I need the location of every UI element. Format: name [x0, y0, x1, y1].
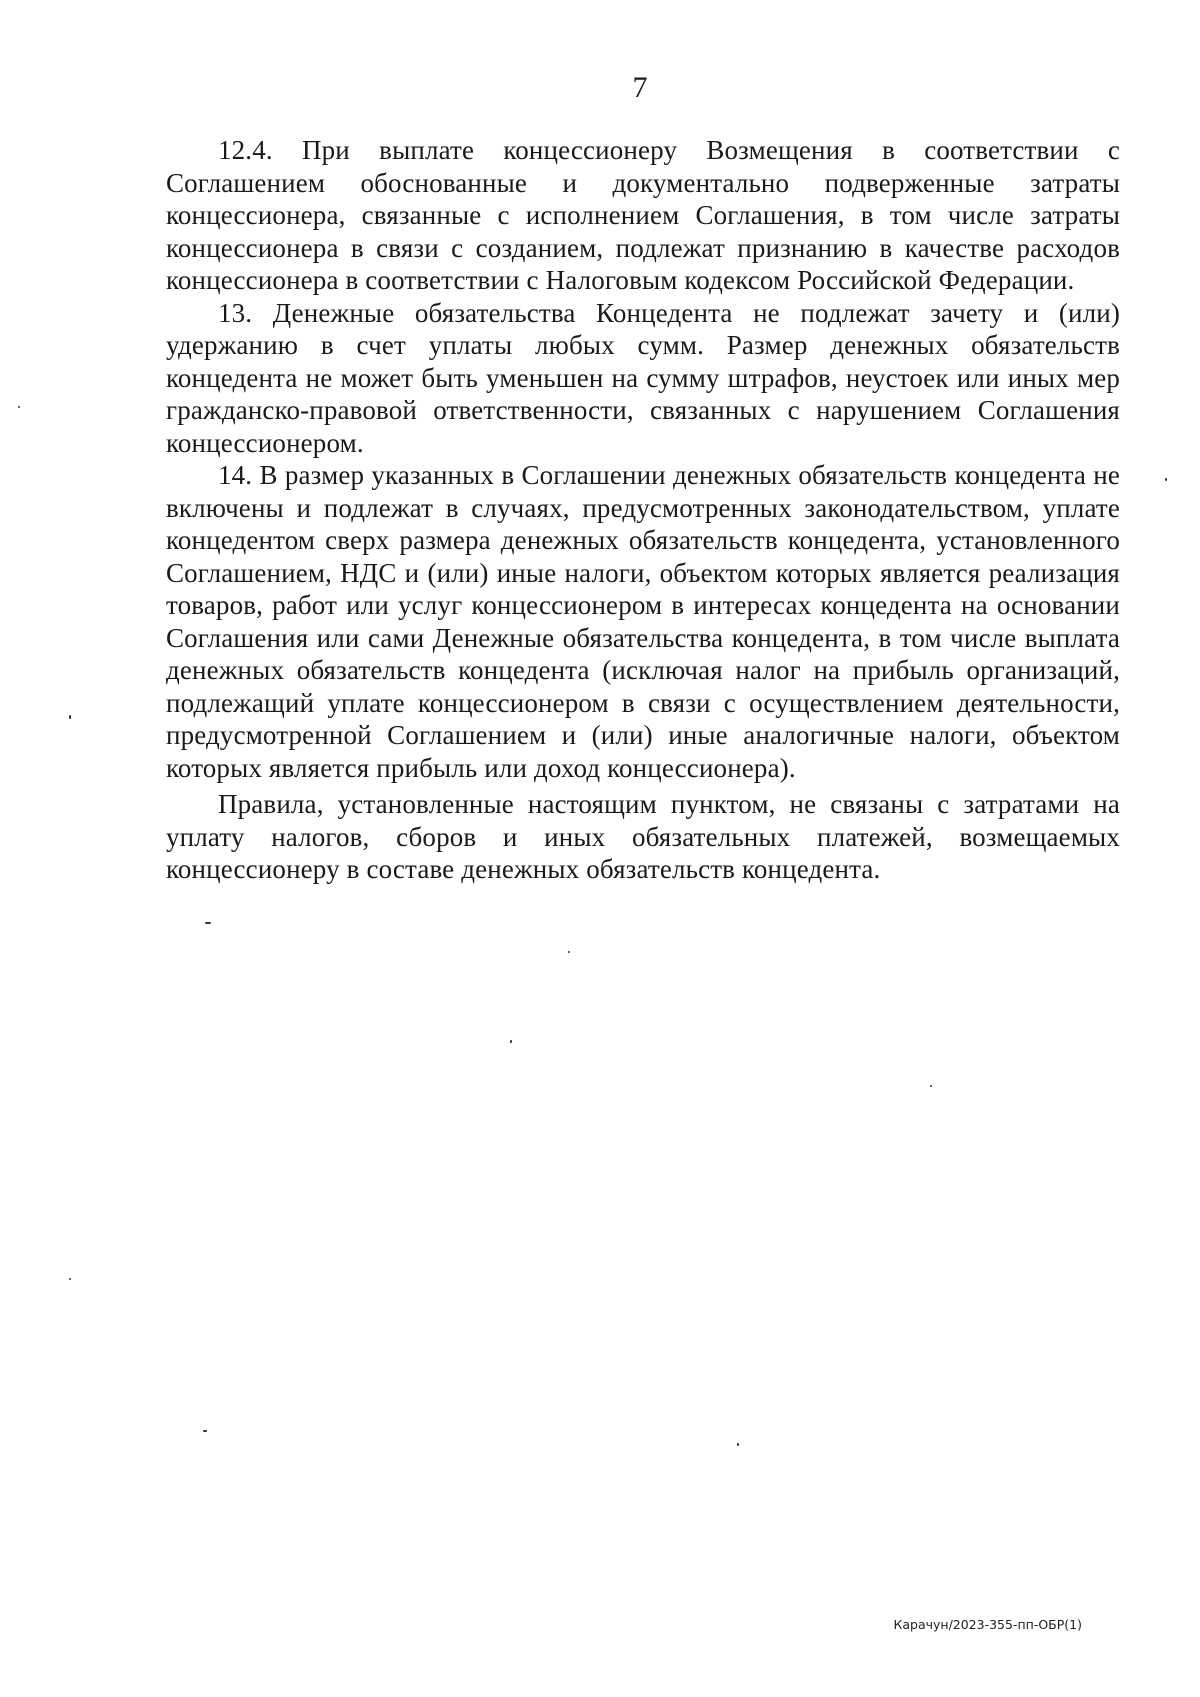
scan-speck [568, 951, 570, 953]
scan-speck [930, 1085, 932, 1087]
scan-speck [69, 1278, 71, 1280]
scan-speck [203, 1430, 207, 1432]
scan-speck [510, 1040, 512, 1043]
scan-speck [1165, 478, 1167, 481]
document-reference-code: Карачун/2023-355-пп-ОБР(1) [893, 1617, 1082, 1632]
document-body [166, 134, 1120, 886]
paragraph-13: 13. Денежные обязательства Концедента не подлежат зачету и (или) удержанию в счет уплаты любых сумм. Размер денежных обязательств концедента не может быть уменьшен на сумму штрафов, неустоек или иных мер гражданско-правовой ответственности, связанных с нарушением Соглашения концессионером. [166, 297, 1120, 458]
scan-speck [205, 922, 211, 924]
scan-speck [18, 406, 20, 408]
paragraph-rules: Правила, установленные настоящим пунктом, не связаны с затратами на уплату налогов, сборов и иных обязательных платежей, возмещаемых концессионеру в составе денежных обязательств концедента. [166, 789, 1120, 884]
scan-speck [69, 715, 71, 719]
paragraph-14: 14. В размер указанных в Соглашении денежных обязательств концедента не включены и подлежат в случаях, предусмотренных законодательством, уплате концедентом сверх размера денежных обязательств концедента, установленного Соглашением, НДС и (или) иные налоги, объектом которых является реализация товаров, работ или услуг концессионером в интересах концедента на основании Соглашения или сами Денежные обязательства концедента, в том числе выплата денежных обязательств концедента (исключая налог на прибыль организаций, подлежащий уплате концессионером в связи с осуществлением деятельности, предусмотренной Соглашением и (или) иные аналогичные налоги, объектом которых является прибыль или доход концессионера). [166, 460, 1120, 783]
page-number: 7 [632, 71, 648, 104]
scan-speck [737, 1443, 739, 1446]
paragraph-12-4: 12.4. При выплате концессионеру Возмещения в соответствии с Соглашением обоснованные и документально подверженные затраты концессионера, связанные с исполнением Соглашения, в том числе затраты концессионера в связи с созданием, подлежат признанию в качестве расходов концессионера в соответствии с Налоговым кодексом Российской Федерации. [166, 135, 1120, 295]
